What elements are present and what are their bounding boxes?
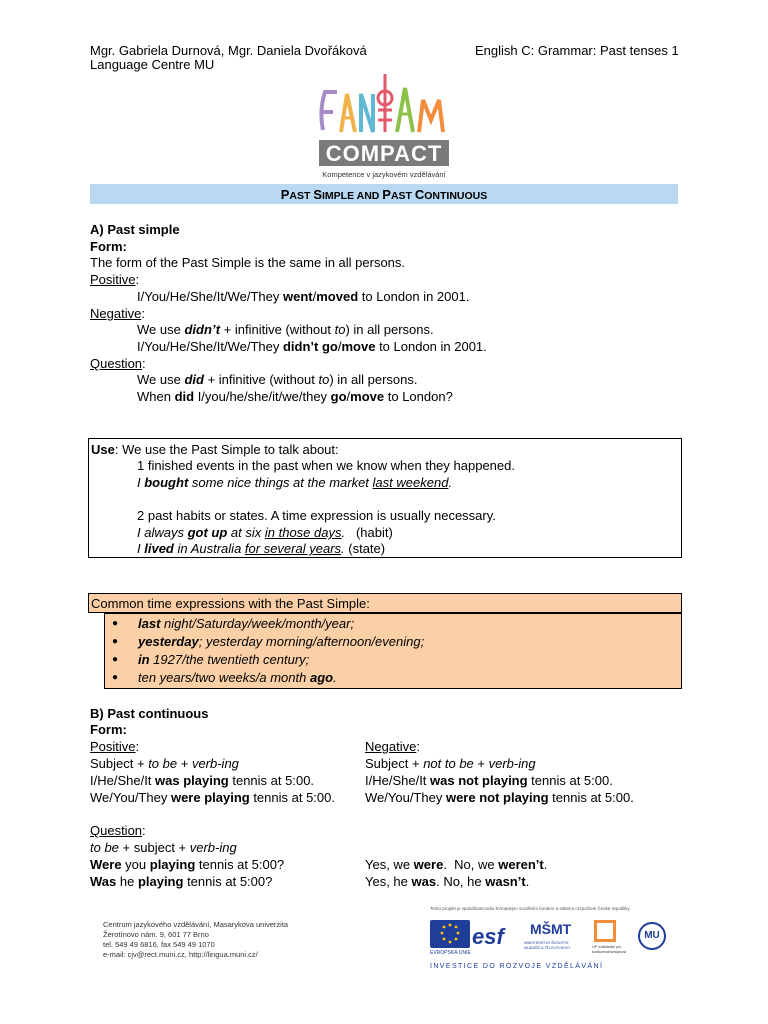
question-formula-b: to be + subject + verb-ing: [90, 840, 237, 855]
footer-address-1: Centrum jazykového vzdělávání, Masarykova univerzita: [103, 920, 289, 929]
negative-label-b: Negative:: [365, 739, 420, 754]
investice-slogan: INVESTICE DO ROZVOJE VZDĚLÁVÁNÍ: [430, 963, 604, 970]
footer-address-4: e-mail: cjv@rect.muni.cz, http://lingua.muni.cz/: [103, 950, 258, 959]
answer-example-b1: Yes, we were. No, we weren’t.: [365, 857, 548, 872]
eu-flag-icon: [430, 920, 470, 948]
negative-example-b2: We/You/They were not playing tennis at 5:00.: [365, 790, 634, 805]
msmt-label: MŠMT: [530, 921, 572, 937]
op-logo-icon: [594, 920, 616, 942]
esf-logo: [472, 920, 512, 954]
time-expression-item: yesterday; yesterday morning/afternoon/evening;: [138, 634, 425, 649]
form-text-a: The form of the Past Simple is the same in all persons.: [90, 255, 406, 270]
answer-example-b2: Yes, he was. No, he wasn’t.: [365, 874, 530, 889]
use-example-1: I bought some nice things at the market last weekend.: [137, 475, 453, 490]
compact-logo: [315, 70, 455, 182]
page-title: PAST SIMPLE AND PAST CONTINUOUS: [90, 184, 678, 204]
section-b-heading: B) Past continuous: [90, 706, 209, 721]
msmt-subtitle: MINISTERSTVO ŠKOLSTVÍ, MLÁDEŽE A TĚLOVÝCHOVY: [524, 941, 571, 950]
negative-example-a: I/You/He/She/It/We/They didn’t go/move to London in 2001.: [137, 339, 487, 354]
time-expression-item: ten years/two weeks/a month ago.: [138, 670, 337, 685]
positive-label-a: Positive:: [90, 272, 140, 287]
negative-rule-a: We use didn’t + infinitive (without to) in all persons.: [137, 322, 434, 337]
esf-label: esf: [472, 924, 504, 949]
mu-logo: MU: [638, 922, 666, 950]
question-label-a: Question:: [90, 356, 146, 371]
compact-logo-graphic: [315, 70, 455, 182]
time-expression-item: in 1927/the twentieth century;: [138, 652, 310, 667]
footer-address-2: Žerotínovo nám. 9, 601 77 Brno: [103, 930, 209, 939]
positive-example-b1: I/He/She/It was playing tennis at 5:00.: [90, 773, 315, 788]
negative-formula-b: Subject + not to be + verb-ing: [365, 756, 536, 771]
use-point-2: 2 past habits or states. A time expression is usually necessary.: [137, 508, 496, 523]
question-example-a: When did I/you/he/she/it/we/they go/move to London?: [137, 389, 453, 404]
section-a-heading: A) Past simple: [90, 222, 180, 237]
bullet-icon: ●: [112, 618, 119, 629]
eu-note: Tento projekt je spolufinancován Evropským sociálním fondem a státním rozpočtem České republiky.: [430, 906, 631, 911]
op-subtitle: OP Vzdělávání pro konkurenceschopnost: [592, 945, 627, 954]
time-expressions-heading: Common time expressions with the Past Simple:: [91, 596, 370, 611]
msmt-logo: [528, 918, 572, 940]
positive-label-b: Positive:: [90, 739, 140, 754]
use-example-3: I lived in Australia for several years. (state): [137, 541, 386, 556]
logo-tagline: Kompetence v jazykovém vzdělávání: [322, 170, 446, 179]
question-label-b: Question:: [90, 823, 146, 838]
positive-example-a: I/You/He/She/It/We/They went/moved to London in 2001.: [137, 289, 470, 304]
footer-address-3: tel. 549 49 6816, fax 549 49 1070: [103, 940, 215, 949]
negative-label-a: Negative:: [90, 306, 145, 321]
logo-wordmark: COMPACT: [325, 141, 443, 166]
time-expression-item: last night/Saturday/week/month/year;: [138, 616, 355, 631]
question-rule-a: We use did + infinitive (without to) in all persons.: [137, 372, 418, 387]
use-example-2: I always got up at six in those days. (habit): [137, 525, 393, 540]
question-example-b1: Were you playing tennis at 5:00?: [90, 857, 285, 872]
use-intro: Use: We use the Past Simple to talk about:: [91, 442, 339, 457]
positive-formula-b: Subject + to be + verb-ing: [90, 756, 239, 771]
use-point-1: 1 finished events in the past when we know when they happened.: [137, 458, 515, 473]
bullet-icon: ●: [112, 654, 119, 665]
negative-example-b1: I/He/She/It was not playing tennis at 5:00.: [365, 773, 613, 788]
bullet-icon: ●: [112, 672, 119, 683]
form-label-a: Form:: [90, 239, 127, 254]
header-authors: Mgr. Gabriela Durnová, Mgr. Daniela Dvořáková: [90, 43, 367, 58]
header-course: English C: Grammar: Past tenses 1: [475, 43, 679, 58]
form-label-b: Form:: [90, 722, 127, 737]
question-example-b2: Was he playing tennis at 5:00?: [90, 874, 273, 889]
bullet-icon: ●: [112, 636, 119, 647]
header-centre: Language Centre MU: [90, 57, 215, 72]
positive-example-b2: We/You/They were playing tennis at 5:00.: [90, 790, 335, 805]
eu-label: EVROPSKÁ UNIE: [430, 950, 471, 956]
